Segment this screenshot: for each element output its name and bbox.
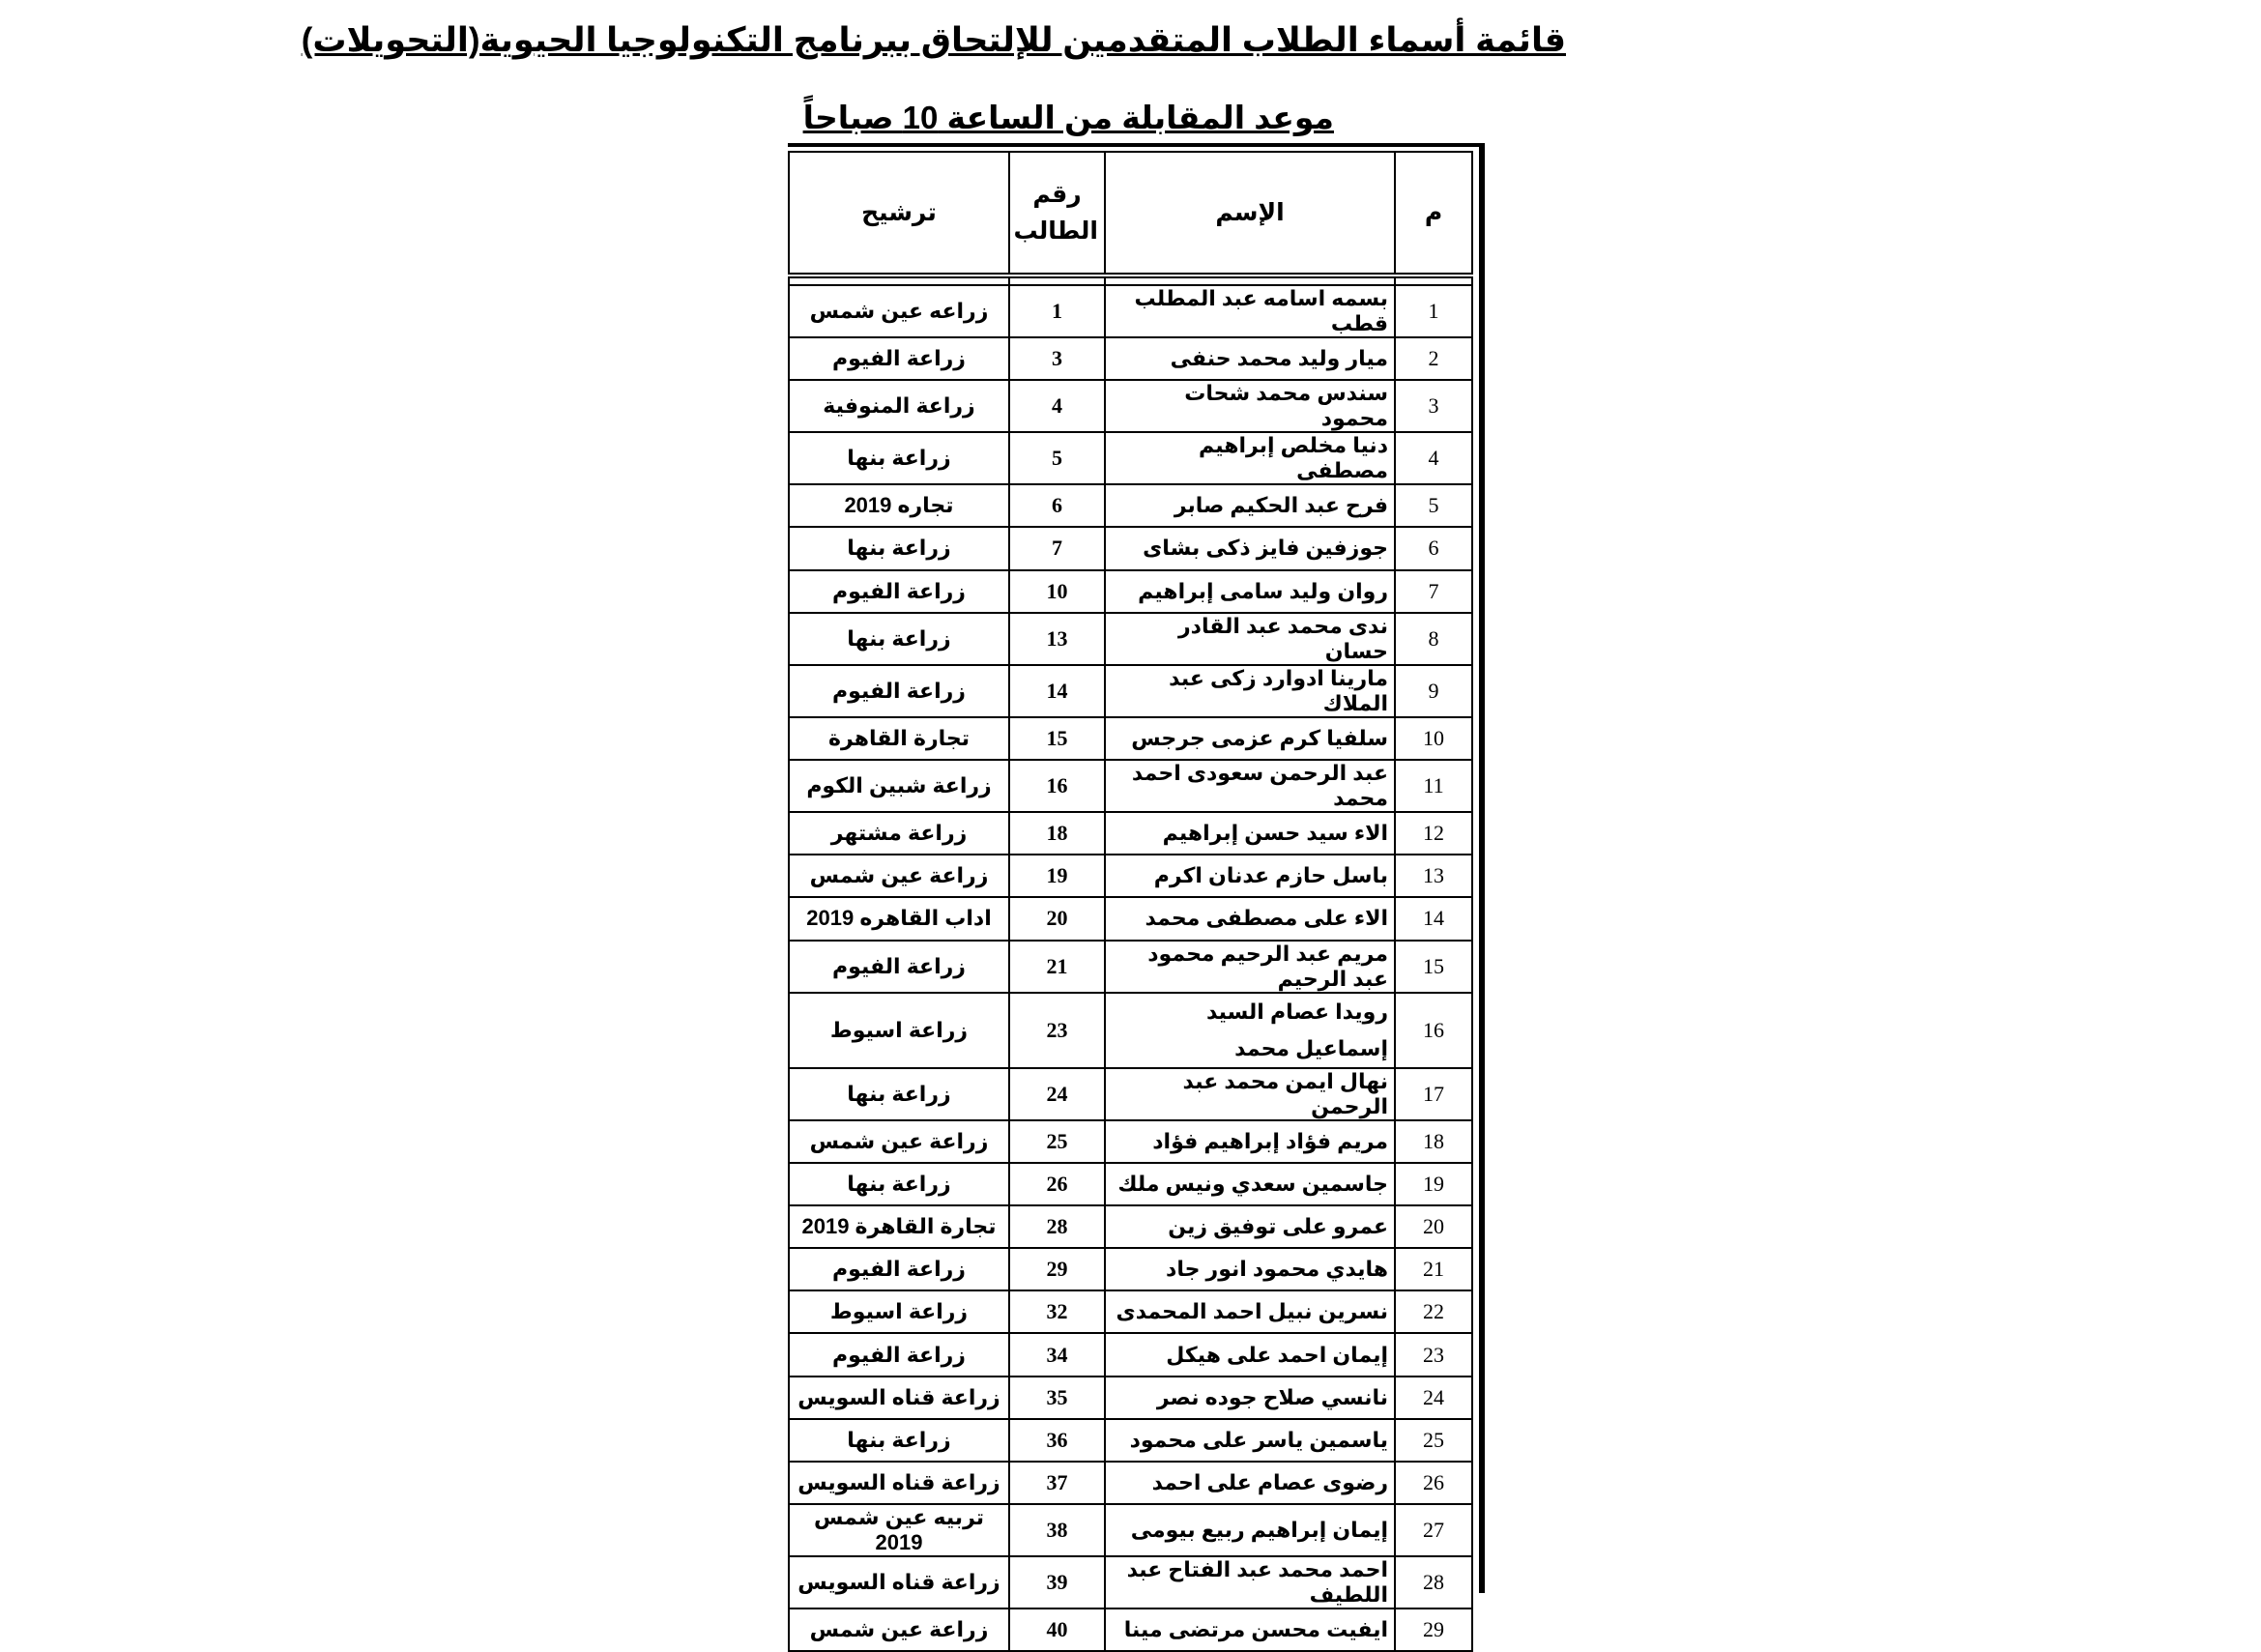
student-number: 25	[1009, 1120, 1105, 1163]
nomination: زراعة الفيوم	[789, 1333, 1009, 1376]
student-number: 38	[1009, 1504, 1105, 1556]
student-name: إيمان احمد على هيكل	[1105, 1333, 1395, 1376]
nomination: زراعة الفيوم	[789, 337, 1009, 380]
row-index: 15	[1395, 941, 1472, 993]
table-row	[789, 1377, 1472, 1419]
row-index: 14	[1395, 897, 1472, 940]
table-row	[789, 1163, 1472, 1205]
row-index: 7	[1395, 570, 1472, 613]
student-name: ايفيت محسن مرتضى مينا	[1105, 1609, 1395, 1651]
student-number: 3	[1009, 337, 1105, 380]
nomination: تجارة القاهرة	[789, 717, 1009, 760]
nomination: تجارة القاهرة 2019	[789, 1205, 1009, 1248]
table-row	[789, 1462, 1472, 1504]
table-row	[789, 1205, 1472, 1248]
table-row	[789, 1120, 1472, 1163]
nomination: زراعة قناه السويس	[789, 1556, 1009, 1609]
student-number: 24	[1009, 1068, 1105, 1120]
nomination: زراعة عين شمس	[789, 1609, 1009, 1651]
student-number: 39	[1009, 1556, 1105, 1609]
nomination: زراعة اسيوط	[789, 1290, 1009, 1333]
student-number: 23	[1009, 993, 1105, 1068]
col-header-index: م	[1395, 152, 1472, 275]
row-index: 17	[1395, 1068, 1472, 1120]
student-number: 28	[1009, 1205, 1105, 1248]
student-name: مريم فؤاد إبراهيم فؤاد	[1105, 1120, 1395, 1163]
row-index: 29	[1395, 1609, 1472, 1651]
nomination: تجاره 2019	[789, 484, 1009, 527]
table-row	[789, 1419, 1472, 1462]
row-index: 1	[1395, 285, 1472, 337]
col-header-name: الإسم	[1105, 152, 1395, 275]
student-name: نانسي صلاح جوده نصر	[1105, 1377, 1395, 1419]
roster-table-frame	[788, 143, 1485, 1642]
nomination: زراعة الفيوم	[789, 665, 1009, 717]
nomination: زراعة مشتهر	[789, 812, 1009, 855]
row-index: 23	[1395, 1333, 1472, 1376]
table-row	[789, 1333, 1472, 1376]
student-number: 26	[1009, 1163, 1105, 1205]
table-row	[789, 1504, 1472, 1556]
student-number: 35	[1009, 1377, 1105, 1419]
student-name: سندس محمد شحات محمود	[1105, 380, 1395, 432]
nomination: زراعة عين شمس	[789, 1120, 1009, 1163]
table-row	[789, 285, 1472, 337]
student-name: رويدا عصام السيد إسماعيل محمد	[1105, 993, 1395, 1068]
student-number: 10	[1009, 570, 1105, 613]
row-index: 24	[1395, 1377, 1472, 1419]
table-row	[789, 665, 1472, 717]
row-index: 3	[1395, 380, 1472, 432]
student-name: فرح عبد الحكيم صابر	[1105, 484, 1395, 527]
student-name: نسرين نبيل احمد المحمدى	[1105, 1290, 1395, 1333]
nomination: زراعة عين شمس	[789, 855, 1009, 897]
student-number: 15	[1009, 717, 1105, 760]
student-number: 14	[1009, 665, 1105, 717]
col-header-student-number-line2: الطالب	[1013, 217, 1098, 245]
student-number: 21	[1009, 941, 1105, 993]
row-index: 28	[1395, 1556, 1472, 1609]
table-row	[789, 484, 1472, 527]
row-index: 8	[1395, 613, 1472, 665]
student-name: رضوى عصام على احمد	[1105, 1462, 1395, 1504]
student-name: دنيا مخلص إبراهيم مصطفى	[1105, 432, 1395, 484]
col-header-nomination: ترشيح	[789, 152, 1009, 275]
table-row	[789, 613, 1472, 665]
roster-body	[789, 275, 1472, 1651]
row-index: 6	[1395, 527, 1472, 569]
nomination: زراعة الفيوم	[789, 941, 1009, 993]
row-index: 9	[1395, 665, 1472, 717]
row-index: 11	[1395, 760, 1472, 812]
header-gap-row	[789, 275, 1472, 285]
student-name: مارينا ادوارد زكى عبد الملاك	[1105, 665, 1395, 717]
student-number: 40	[1009, 1609, 1105, 1651]
row-index: 22	[1395, 1290, 1472, 1333]
student-number: 37	[1009, 1462, 1105, 1504]
row-index: 13	[1395, 855, 1472, 897]
nomination: زراعه عين شمس	[789, 285, 1009, 337]
row-index: 26	[1395, 1462, 1472, 1504]
student-number: 4	[1009, 380, 1105, 432]
student-number: 6	[1009, 484, 1105, 527]
table-row	[789, 941, 1472, 993]
student-name: عبد الرحمن سعودى احمد محمد	[1105, 760, 1395, 812]
table-row	[789, 855, 1472, 897]
table-row	[789, 1556, 1472, 1609]
student-number: 19	[1009, 855, 1105, 897]
table-header-row	[789, 152, 1472, 275]
student-name: جوزفين فايز ذكى بشاى	[1105, 527, 1395, 569]
student-name: سلفيا كرم عزمى جرجس	[1105, 717, 1395, 760]
row-index: 10	[1395, 717, 1472, 760]
student-number: 32	[1009, 1290, 1105, 1333]
student-number: 5	[1009, 432, 1105, 484]
student-name: إيمان إبراهيم ربيع بيومى	[1105, 1504, 1395, 1556]
table-row	[789, 432, 1472, 484]
table-row	[789, 760, 1472, 812]
nomination: زراعة بنها	[789, 1419, 1009, 1462]
student-name: مريم عبد الرحيم محمود عبد الرحيم	[1105, 941, 1395, 993]
row-index: 5	[1395, 484, 1472, 527]
student-name: الاء على مصطفى محمد	[1105, 897, 1395, 940]
student-name: عمرو على توفيق زين	[1105, 1205, 1395, 1248]
row-index: 18	[1395, 1120, 1472, 1163]
nomination: زراعة الفيوم	[789, 570, 1009, 613]
table-row	[789, 1248, 1472, 1290]
row-index: 25	[1395, 1419, 1472, 1462]
nomination: زراعة قناه السويس	[789, 1377, 1009, 1419]
nomination: زراعة بنها	[789, 1163, 1009, 1205]
student-number: 1	[1009, 285, 1105, 337]
student-name: هايدي محمود انور جاد	[1105, 1248, 1395, 1290]
student-number: 13	[1009, 613, 1105, 665]
nomination: زراعة الفيوم	[789, 1248, 1009, 1290]
table-row	[789, 812, 1472, 855]
student-name: ميار وليد محمد حنفى	[1105, 337, 1395, 380]
table-row	[789, 527, 1472, 569]
student-number: 34	[1009, 1333, 1105, 1376]
nomination: اداب القاهره 2019	[789, 897, 1009, 940]
table-row	[789, 1290, 1472, 1333]
col-header-student-number	[1009, 152, 1105, 275]
col-header-student-number-line1: رقم	[1032, 181, 1082, 208]
row-index: 20	[1395, 1205, 1472, 1248]
row-index: 21	[1395, 1248, 1472, 1290]
table-row	[789, 380, 1472, 432]
row-index: 4	[1395, 432, 1472, 484]
student-name: بسمه اسامه عبد المطلب قطب	[1105, 285, 1395, 337]
student-name: نهال ايمن محمد عبد الرحمن	[1105, 1068, 1395, 1120]
nomination: زراعة بنها	[789, 1068, 1009, 1120]
table-row	[789, 570, 1472, 613]
page-title: قائمة أسماء الطلاب المتقدمين للإلتحاق ببرنامج التكنولوجيا الحيوية(التحويلات)	[301, 21, 1566, 59]
student-number: 16	[1009, 760, 1105, 812]
student-name: ندى محمد عبد القادر حسان	[1105, 613, 1395, 665]
student-name: روان وليد سامى إبراهيم	[1105, 570, 1395, 613]
table-row	[789, 897, 1472, 940]
table-row	[789, 1609, 1472, 1651]
row-index: 12	[1395, 812, 1472, 855]
row-index: 16	[1395, 993, 1472, 1068]
nomination: زراعة اسيوط	[789, 993, 1009, 1068]
row-index: 2	[1395, 337, 1472, 380]
student-roster-table	[788, 151, 1473, 1652]
student-name: ياسمين ياسر على محمود	[1105, 1419, 1395, 1462]
nomination: زراعة شبين الكوم	[789, 760, 1009, 812]
nomination: زراعة قناه السويس	[789, 1462, 1009, 1504]
interview-time-subtitle: موعد المقابلة من الساعة 10 صباحاً	[802, 100, 1334, 135]
row-index: 19	[1395, 1163, 1472, 1205]
table-row	[789, 337, 1472, 380]
student-name: باسل حازم عدنان اكرم	[1105, 855, 1395, 897]
nomination: تربيه عين شمس 2019	[789, 1504, 1009, 1556]
student-name: الاء سيد حسن إبراهيم	[1105, 812, 1395, 855]
nomination: زراعة بنها	[789, 613, 1009, 665]
student-number: 18	[1009, 812, 1105, 855]
row-index: 27	[1395, 1504, 1472, 1556]
student-name: احمد محمد عبد الفتاح عبد اللطيف	[1105, 1556, 1395, 1609]
nomination: زراعة المنوفية	[789, 380, 1009, 432]
table-row	[789, 1068, 1472, 1120]
nomination: زراعة بنها	[789, 432, 1009, 484]
student-number: 36	[1009, 1419, 1105, 1462]
nomination: زراعة بنها	[789, 527, 1009, 569]
student-number: 29	[1009, 1248, 1105, 1290]
table-row	[789, 993, 1472, 1068]
student-number: 20	[1009, 897, 1105, 940]
student-name: جاسمين سعدي ونيس ملك	[1105, 1163, 1395, 1205]
table-row	[789, 717, 1472, 760]
student-number: 7	[1009, 527, 1105, 569]
